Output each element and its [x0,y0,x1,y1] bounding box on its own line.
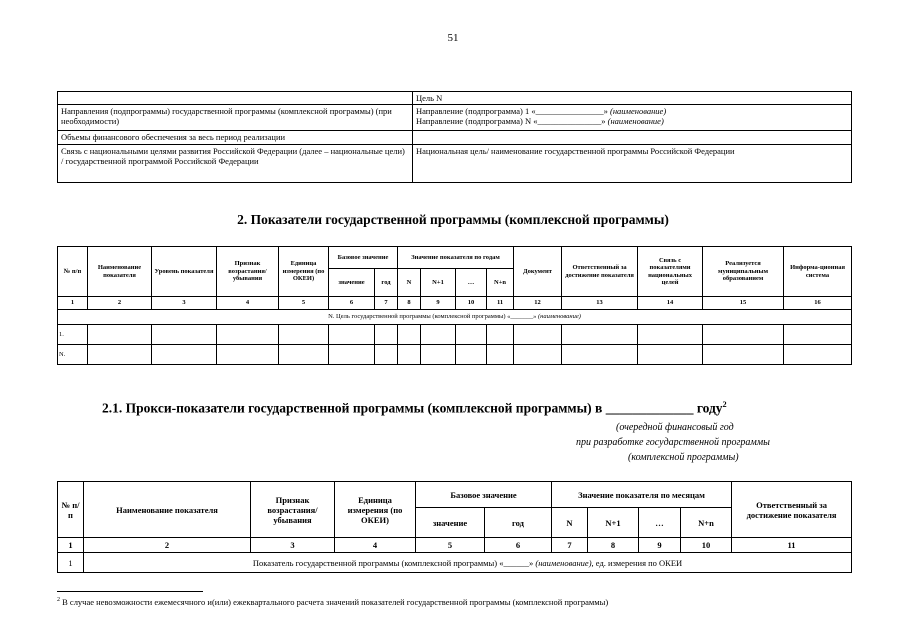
financing-label: Объемы финансового обеспечения за весь период реализации [58,131,413,145]
section-2-title: 2. Показатели государственной программы (комплексной программы) [237,212,669,227]
national-goals-value: Национальная цель/ наименование государственной программы Российской Федерации [413,145,852,183]
col-num-header: № п/п [58,482,84,538]
note-line: (очередной финансовый год [616,422,734,433]
footnote: $^2$ В случае невозможности ежемесячного и(или) ежеквартального расчета значений показателей государственной программы (комплексной программы) [57,597,609,607]
col-responsible-header: Ответственный за достижение показателя [732,482,852,538]
directions-label: Направления (подпрограммы) государственной программы (комплексной программы) (при необходимости) [58,105,413,131]
col-base-header: Базовое значение [329,247,398,269]
col-base-year-header: год [375,269,398,297]
col-document-header: Документ [514,247,562,297]
col-municipal-header: Реализуется муниципальным образованием [703,247,784,297]
section-21-title: 2.1. Прокси-показатели государственной программы (комплексной программы) в _____________ году$^2$ [102,400,727,416]
col-system-header: Информа-ционная система [784,247,852,297]
page-number: 51 [447,32,459,44]
col-month-n: N [552,508,588,538]
col-values-header: Значение показателя по годам [398,247,514,269]
col-base-year-header: год [485,508,552,538]
empty-cell [58,92,413,105]
col-year-n1: N+1 [421,269,456,297]
col-unit-header: Единица измерения (по ОКЕИ) [335,482,416,538]
col-responsible-header: Ответственный за достижение показателя [562,247,638,297]
col-name-header: Наименование показателя [84,482,251,538]
direction-line: Направление (подпрограмма) N «_______________» (наименование) [416,116,664,126]
col-month-n1: N+1 [588,508,639,538]
col-month-ellipsis: … [639,508,681,538]
col-unit-header: Единица измерения (по ОКЕИ) [279,247,329,297]
note-line: при разработке государственной программы [576,437,770,448]
direction-line: Направление (подпрограмма) 1 «________________» (наименование) [416,106,667,116]
goal-header: Цель N [413,92,852,105]
table-row: N. [58,345,852,365]
col-year-ellipsis: … [456,269,487,297]
col-sign-header: Признак возрастания/ убывания [217,247,279,297]
col-base-value-header: значение [329,269,375,297]
directions-value [413,105,852,131]
note-line: (комплексной программы) [628,452,739,463]
column-numbers-row: 1 2 3 4 5 6 7 8 9 10 11 [58,538,852,553]
table-row: 1. [58,325,852,345]
col-sign-header: Признак возрастания/ убывания [251,482,335,538]
col-values-header: Значение показателя по месяцам [552,482,732,508]
col-year-nn: N+n [487,269,514,297]
col-base-value-header: значение [416,508,485,538]
program-passport-table [57,91,852,183]
col-num-header: № п/п [58,247,88,297]
footnote-divider [57,591,203,592]
col-links-header: Связь с показателями национальных целей [638,247,703,297]
goal-row: N. Цель государственной программы (комплексной программы) «_______» (наименование) [58,310,852,325]
table-row: 1 Показатель государственной программы (комплексной программы) «______» (наименование), ед. измерения по ОКЕИ [58,553,852,573]
col-base-header: Базовое значение [416,482,552,508]
col-year-n: N [398,269,421,297]
proxy-indicators-table [57,481,852,573]
col-month-nn: N+n [681,508,732,538]
financing-value [413,131,852,145]
national-goals-label: Связь с национальными целями развития Российской Федерации (далее – национальные цели) / государственной программой Российской Федерации [58,145,413,183]
col-level-header: Уровень показателя [152,247,217,297]
column-numbers-row: 1 2 3 4 5 6 7 8 9 10 11 12 13 14 15 16 [58,297,852,310]
indicators-table [57,246,852,365]
col-name-header: Наименование показателя [88,247,152,297]
